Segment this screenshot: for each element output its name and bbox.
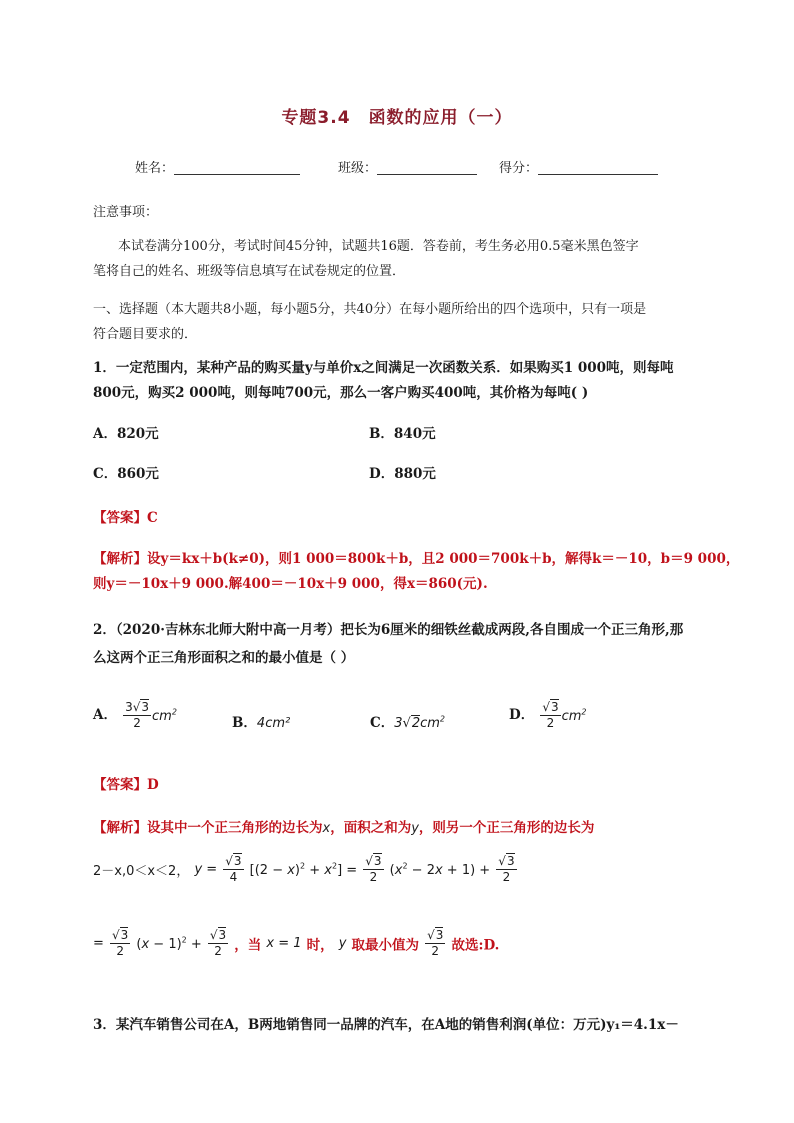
name-field: 姓名： <box>135 157 300 176</box>
q2-option-c: C．$3√2cm^2$ <box>370 714 445 731</box>
score-blank[interactable] <box>538 160 658 175</box>
q2-option-a: A． $\frac{3√3}{2}$ $cm^2$ <box>93 700 177 730</box>
section-line2: 符合题目要求的． <box>93 327 198 342</box>
notice-line2: 笔将自己的姓名、班级等信息填写在试卷规定的位置． <box>93 264 406 279</box>
section-line1: 一、选择题（本大题共8小题，每小题5分，共40分）在每小题所给出的四个选项中，只有一项是 <box>93 302 647 317</box>
q1-analysis-line2: 则y＝－10x＋9 000.解400＝－10x＋9 000，得x＝860(元). <box>93 576 488 592</box>
q1-option-d: D．880元 <box>369 466 436 482</box>
q3-line1: 3．某汽车销售公司在A，B两地销售同一品牌的汽车，在A地的销售利润(单位：万元)y₁＝4.1x－ <box>93 1017 679 1033</box>
q1-option-a: A．820元 <box>93 426 159 442</box>
q1-line2: 800元，购买2 000吨，则每吨700元，那么一客户购买400吨，其价格为每吨( ) <box>93 385 589 401</box>
q1-answer: 【答案】C <box>93 510 158 526</box>
class-field: 班级： <box>338 157 477 176</box>
score-field: 得分： <box>499 157 658 176</box>
q2-analysis-line3: = $\frac{√3}{2}$ $(x - 1)^2$ + $\frac{√3}{2}$ ，当 x = 1 时， y 取最小值为 $\frac{√3}{2}$ 故选:D. <box>93 928 500 958</box>
q2-answer: 【答案】D <box>93 777 159 793</box>
q2-line2: 么这两个正三角形面积之和的最小值是（ ） <box>93 650 355 666</box>
class-blank[interactable] <box>377 160 477 175</box>
q2-line1: 2．（2020·吉林东北师大附中高一月考）把长为6厘米的细铁丝截成两段,各自围成一个正三角形,那 <box>93 622 684 638</box>
page-title: 专题3.4 函数的应用（一） <box>281 108 513 128</box>
q2-analysis-line2: 2－x,0＜x＜2， y = $\frac{√3}{4}$ $[(2 - x)^2 + x^2]$ = $\frac{√3}{2}$ $(x^2 - 2x + 1)$ + $\frac{√3}{2}$ <box>93 854 515 884</box>
q1-analysis-line1: 【解析】设y＝kx＋b(k≠0)，则1 000＝800k＋b，且2 000＝700k＋b，解得k＝－10，b＝9 000， <box>93 551 740 567</box>
q2-option-d: D． $\frac{√3}{2}$ $cm^2$ <box>509 700 587 730</box>
q1-option-c: C．860元 <box>93 466 159 482</box>
q1-line1: 1．一定范围内，某种产品的购买量y与单价x之间满足一次函数关系．如果购买1 000吨，则每吨 <box>93 360 674 376</box>
notice-heading: 注意事项： <box>93 205 159 220</box>
q2-option-b: B．4cm² <box>232 715 291 731</box>
q1-option-b: B．840元 <box>369 426 436 442</box>
q2-analysis-line1: 【解析】设其中一个正三角形的边长为x，面积之和为y，则另一个正三角形的边长为 <box>93 820 595 836</box>
notice-line1: 本试卷满分100分，考试时间45分钟，试题共16题．答卷前，考生务必用0.5毫米黑色签字 <box>118 239 639 254</box>
name-blank[interactable] <box>174 160 300 175</box>
